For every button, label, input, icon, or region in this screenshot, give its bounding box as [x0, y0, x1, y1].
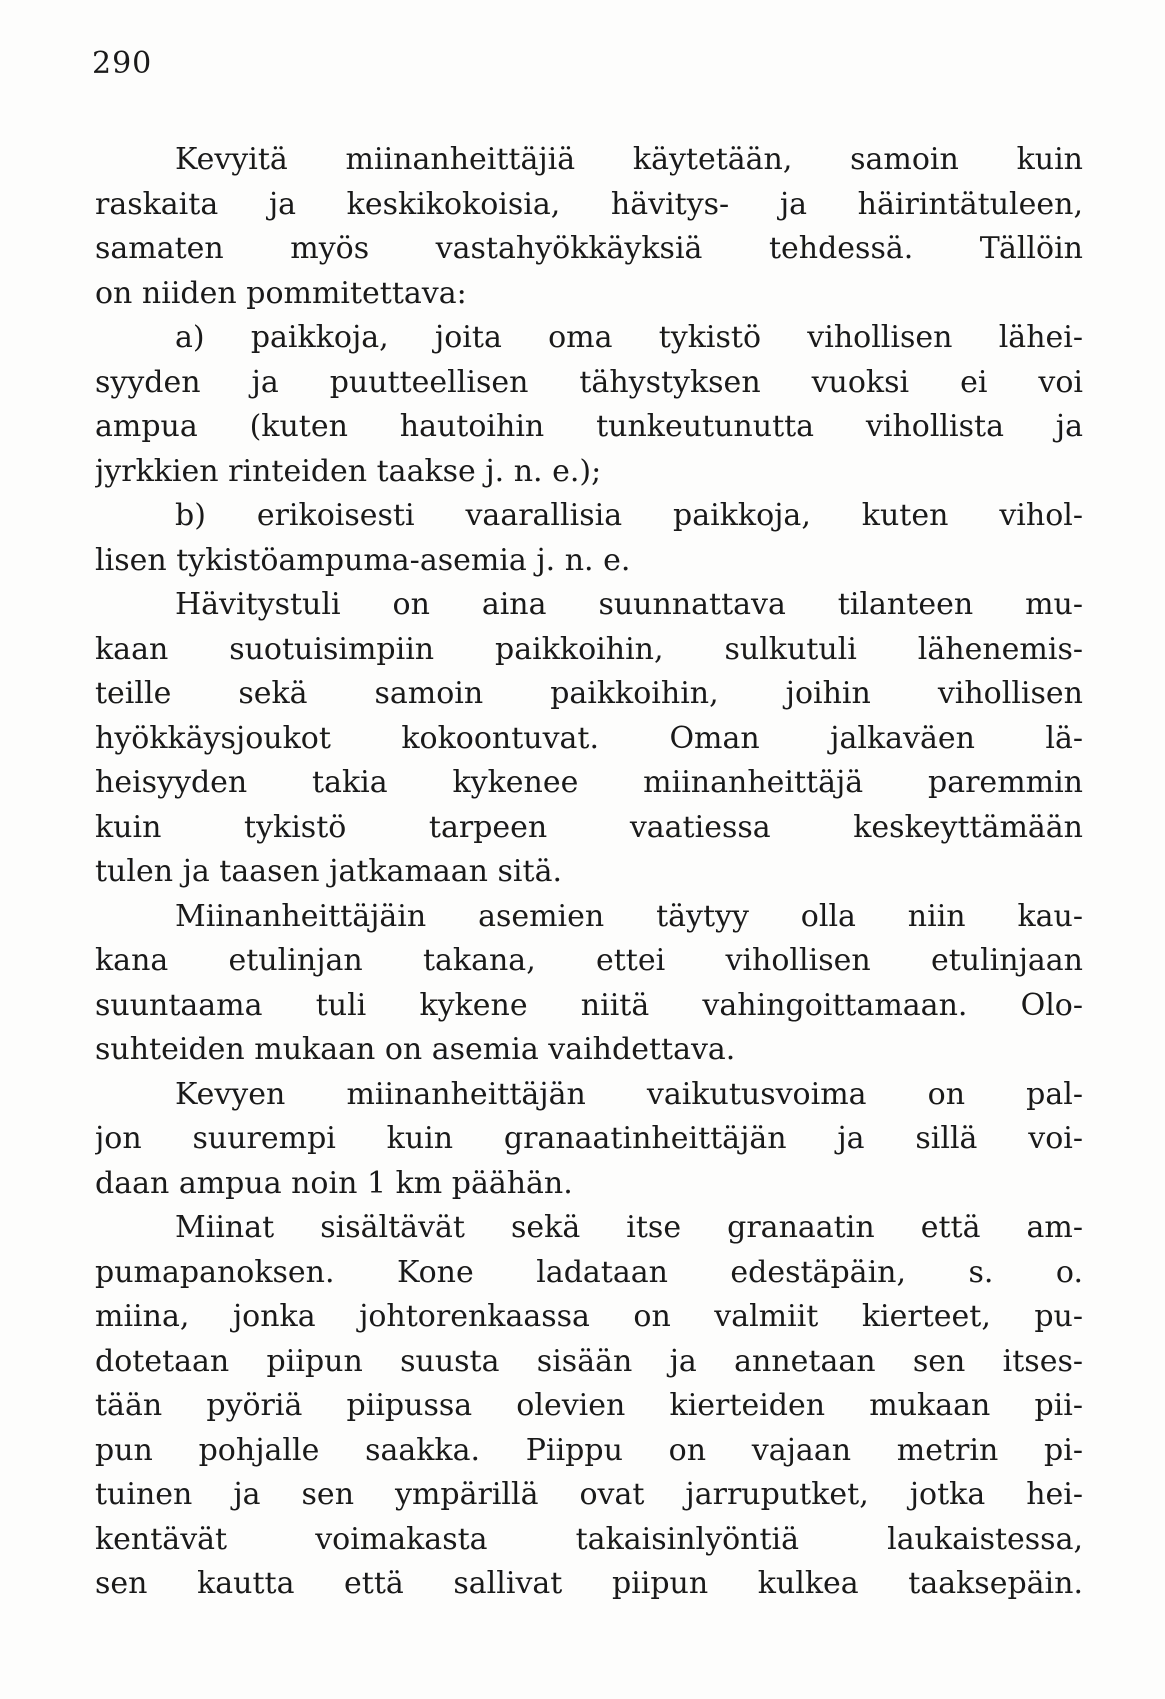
text-line: jon suurempi kuin granaatinheittäjän ja sillä voi-	[95, 1121, 1083, 1156]
text-line: suhteiden mukaan on asemia vaihdettava.	[95, 1032, 736, 1067]
text-line: ampua (kuten hautoihin tunkeutunutta vihollista ja	[95, 409, 1083, 444]
text-line: Miinat sisältävät sekä itse granaatin että am-	[175, 1210, 1083, 1245]
text-line: syyden ja puutteellisen tähystyksen vuoksi ei voi	[95, 364, 1083, 400]
text-line: on niiden pommitettava:	[95, 275, 467, 311]
text-line: tään pyöriä piipussa olevien kierteiden mukaan pii-	[95, 1388, 1083, 1423]
text-line: raskaita ja keskikokoisia, hävitys- ja häirintätuleen,	[95, 186, 1083, 222]
text-line: tulen ja taasen jatkamaan sitä.	[95, 854, 562, 889]
text-line: Kevyitä miinanheittäjiä käytetään, samoin kuin	[175, 142, 1083, 177]
text-line: miina, jonka johtorenkaassa on valmiit kierteet, pu-	[95, 1299, 1083, 1334]
text-line: pumapanoksen. Kone ladataan edestäpäin, s. o.	[95, 1254, 1083, 1290]
text-line: Hävitystuli on aina suunnattava tilanteen mu-	[175, 587, 1083, 622]
text-line: samaten myös vastahyökkäyksiä tehdessä. Tällöin	[95, 231, 1083, 266]
text-line: tuinen ja sen ympärillä ovat jarruputket, jotka hei-	[95, 1477, 1083, 1512]
text-line: lisen tykistöampuma-asemia j. n. e.	[95, 542, 631, 578]
text-line: a) paikkoja, joita oma tykistö vihollisen lähei-	[175, 320, 1083, 355]
text-line: daan ampua noin 1 km päähän.	[95, 1165, 573, 1201]
text-line: dotetaan piipun suusta sisään ja annetaan sen itses-	[95, 1343, 1083, 1379]
text-line: hyökkäysjoukot kokoontuvat. Oman jalkaväen lä-	[95, 720, 1083, 756]
text-line: kaan suotuisimpiin paikkoihin, sulkutuli lähenemis-	[95, 631, 1083, 667]
text-line: suuntaama tuli kykene niitä vahingoittamaan. Olo-	[95, 987, 1083, 1023]
text-line: kuin tykistö tarpeen vaatiessa keskeyttämään	[95, 809, 1083, 845]
text-line: heisyyden takia kykenee miinanheittäjä paremmin	[95, 765, 1083, 800]
text-line: kentävät voimakasta takaisinlyöntiä laukaistessa,	[95, 1521, 1083, 1557]
body-text	[95, 138, 1083, 1607]
text-line: Kevyen miinanheittäjän vaikutusvoima on pal-	[175, 1076, 1083, 1112]
text-line: jyrkkien rinteiden taakse j. n. e.);	[95, 453, 602, 489]
text-line: b) erikoisesti vaarallisia paikkoja, kuten vihol-	[175, 498, 1083, 533]
text-line: sen kautta että sallivat piipun kulkea taaksepäin.	[95, 1566, 1083, 1601]
text-line: Miinanheittäjäin asemien täytyy olla niin kau-	[175, 898, 1083, 934]
text-line: teille sekä samoin paikkoihin, joihin vihollisen	[95, 676, 1083, 711]
text-line: pun pohjalle saakka. Piippu on vajaan metrin pi-	[95, 1432, 1083, 1468]
text-line: kana etulinjan takana, ettei vihollisen etulinjaan	[95, 943, 1083, 978]
page-number: 290	[92, 46, 153, 81]
